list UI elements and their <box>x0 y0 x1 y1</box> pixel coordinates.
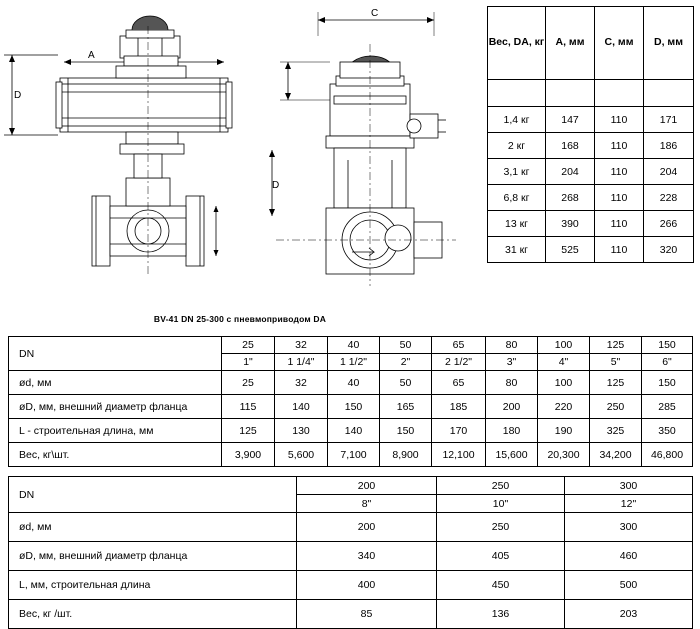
cell-c: 110 <box>595 237 644 263</box>
cell-dn-inch: 4" <box>538 354 590 371</box>
table-row <box>9 371 693 395</box>
header-c: C, мм <box>595 7 644 80</box>
cell-length: 350 <box>642 419 693 443</box>
cell-weight: 8,900 <box>380 443 432 467</box>
cell-dn: 125 <box>590 337 642 354</box>
cell-flange: 340 <box>297 542 437 571</box>
cell-weight: 31 кг <box>488 237 546 263</box>
table-row <box>488 185 694 211</box>
row-label-od: ød, мм <box>9 371 222 395</box>
cell-od: 200 <box>297 513 437 542</box>
cell-dn-inch: 8" <box>297 495 437 513</box>
cell-d: 171 <box>644 107 694 133</box>
row-label-flange-diameter: øD, мм, внешний диаметр фланца <box>9 542 297 571</box>
cell-d: 266 <box>644 211 694 237</box>
cell-flange: 185 <box>432 395 486 419</box>
cell-d: 186 <box>644 133 694 159</box>
table-row <box>9 542 693 571</box>
cell-a: 525 <box>546 237 595 263</box>
cell-a: 204 <box>546 159 595 185</box>
cell-dn-inch: 1" <box>222 354 275 371</box>
row-label-weight: Вес, кг\шт. <box>9 443 222 467</box>
cell-length: 450 <box>437 571 565 600</box>
cell-od: 32 <box>275 371 328 395</box>
cell-dn: 150 <box>642 337 693 354</box>
header-a: A, мм <box>546 7 595 80</box>
cell-weight: 2 кг <box>488 133 546 159</box>
cell-weight: 7,100 <box>328 443 380 467</box>
cell-flange: 285 <box>642 395 693 419</box>
row-label-dn: DN <box>9 337 222 371</box>
cell-dn: 65 <box>432 337 486 354</box>
table-row <box>9 600 693 629</box>
dn-25-150-table <box>8 336 693 467</box>
cell-a: 390 <box>546 211 595 237</box>
table-row <box>9 513 693 542</box>
cell-flange: 460 <box>565 542 693 571</box>
cell-weight: 34,200 <box>590 443 642 467</box>
cell-weight: 3,1 кг <box>488 159 546 185</box>
cell-c: 110 <box>595 159 644 185</box>
table-row <box>488 133 694 159</box>
cell-weight: 6,8 кг <box>488 185 546 211</box>
cell-a: 268 <box>546 185 595 211</box>
table-row <box>9 419 693 443</box>
table-row-dn-top <box>9 477 693 495</box>
row-label-od: ød, мм <box>9 513 297 542</box>
cell-flange: 250 <box>590 395 642 419</box>
valve-drawings-svg <box>0 0 480 312</box>
cell-weight: 3,900 <box>222 443 275 467</box>
cell-weight: 136 <box>437 600 565 629</box>
cell-od: 100 <box>538 371 590 395</box>
cell-flange: 220 <box>538 395 590 419</box>
cell-length: 190 <box>538 419 590 443</box>
dimensions-table <box>487 6 694 263</box>
cell-dn: 100 <box>538 337 590 354</box>
cell-od: 50 <box>380 371 432 395</box>
table-spacer-row <box>488 80 694 107</box>
row-label-flange-diameter: øD, мм, внешний диаметр фланца <box>9 395 222 419</box>
cell-dn: 25 <box>222 337 275 354</box>
cell-length: 170 <box>432 419 486 443</box>
cell-dn: 40 <box>328 337 380 354</box>
table-row <box>9 443 693 467</box>
row-label-dn: DN <box>9 477 297 513</box>
cell-od: 40 <box>328 371 380 395</box>
cell-weight: 1,4 кг <box>488 107 546 133</box>
cell-od: 25 <box>222 371 275 395</box>
dimension-d-left: D <box>14 90 22 101</box>
cell-weight: 12,100 <box>432 443 486 467</box>
cell-weight: 13 кг <box>488 211 546 237</box>
cell-dn-inch: 2" <box>380 354 432 371</box>
cell-flange: 165 <box>380 395 432 419</box>
cell-d: 204 <box>644 159 694 185</box>
cell-weight: 15,600 <box>486 443 538 467</box>
table-row <box>488 107 694 133</box>
technical-drawings <box>0 0 480 310</box>
row-label-weight: Вес, кг /шт. <box>9 600 297 629</box>
cell-length: 400 <box>297 571 437 600</box>
cell-d: 228 <box>644 185 694 211</box>
cell-flange: 200 <box>486 395 538 419</box>
cell-weight: 85 <box>297 600 437 629</box>
table-row <box>488 211 694 237</box>
header-d: D, мм <box>644 7 694 80</box>
cell-length: 325 <box>590 419 642 443</box>
cell-dn-inch: 5" <box>590 354 642 371</box>
cell-length: 180 <box>486 419 538 443</box>
cell-a: 168 <box>546 133 595 159</box>
svg-text:C: C <box>371 8 379 19</box>
cell-length: 150 <box>380 419 432 443</box>
cell-dn-inch: 1 1/4" <box>275 354 328 371</box>
cell-a: 147 <box>546 107 595 133</box>
dimension-d-right: D <box>272 180 280 191</box>
cell-weight: 46,800 <box>642 443 693 467</box>
cell-dn-inch: 3" <box>486 354 538 371</box>
cell-dn-inch: 6" <box>642 354 693 371</box>
table-row <box>488 237 694 263</box>
cell-dn: 80 <box>486 337 538 354</box>
table-header-row <box>488 7 694 80</box>
table-row <box>488 159 694 185</box>
cell-dn-inch: 10" <box>437 495 565 513</box>
drawing-caption: BV-41 DN 25-300 с пневмоприводом DA <box>153 314 327 324</box>
cell-c: 110 <box>595 211 644 237</box>
cell-dn: 50 <box>380 337 432 354</box>
cell-flange: 140 <box>275 395 328 419</box>
cell-dn-inch: 2 1/2" <box>432 354 486 371</box>
cell-d: 320 <box>644 237 694 263</box>
cell-c: 110 <box>595 133 644 159</box>
cell-od: 125 <box>590 371 642 395</box>
cell-flange: 405 <box>437 542 565 571</box>
cell-weight: 20,300 <box>538 443 590 467</box>
cell-dn: 300 <box>565 477 693 495</box>
dn-200-300-table <box>8 476 693 629</box>
row-label-length: L - строительная длина, мм <box>9 419 222 443</box>
cell-length: 500 <box>565 571 693 600</box>
cell-dn: 200 <box>297 477 437 495</box>
cell-od: 65 <box>432 371 486 395</box>
cell-c: 110 <box>595 185 644 211</box>
cell-od: 250 <box>437 513 565 542</box>
cell-dn: 32 <box>275 337 328 354</box>
table-row <box>9 571 693 600</box>
cell-weight: 203 <box>565 600 693 629</box>
table-row-dn-top <box>9 337 693 354</box>
cell-length: 140 <box>328 419 380 443</box>
cell-dn-inch: 1 1/2" <box>328 354 380 371</box>
cell-od: 80 <box>486 371 538 395</box>
cell-length: 125 <box>222 419 275 443</box>
cell-c: 110 <box>595 107 644 133</box>
cell-dn-inch: 12" <box>565 495 693 513</box>
table-row <box>9 395 693 419</box>
cell-weight: 5,600 <box>275 443 328 467</box>
header-weight-da: Вес, DA, кг <box>488 7 546 80</box>
row-label-length: L, мм, строительная длина <box>9 571 297 600</box>
cell-flange: 115 <box>222 395 275 419</box>
cell-dn: 250 <box>437 477 565 495</box>
cell-od: 300 <box>565 513 693 542</box>
cell-length: 130 <box>275 419 328 443</box>
cell-od: 150 <box>642 371 693 395</box>
svg-text:A: A <box>88 50 95 61</box>
cell-flange: 150 <box>328 395 380 419</box>
